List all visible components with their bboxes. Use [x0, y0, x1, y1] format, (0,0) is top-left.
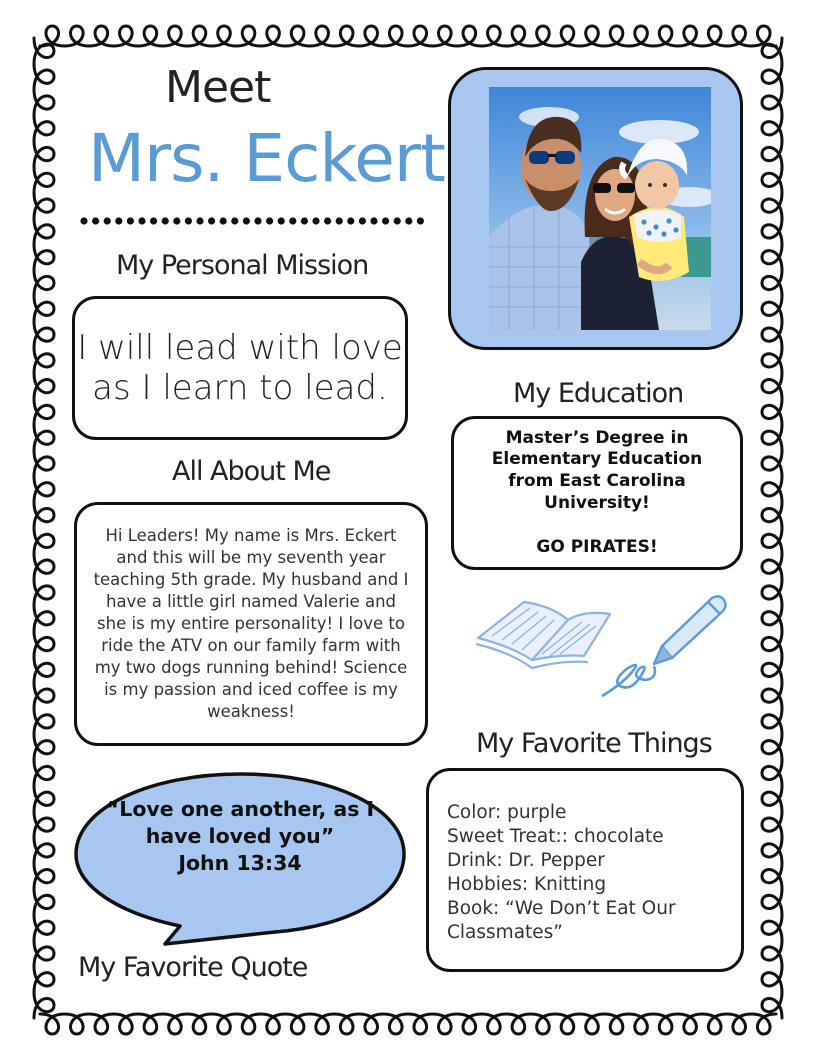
dotted-divider: [78, 208, 428, 234]
quote-box: [100, 796, 380, 877]
favorite-item: Drink: Dr. Pepper: [447, 850, 605, 871]
about-heading: All About Me: [172, 456, 331, 487]
quote-heading: My Favorite Quote: [78, 952, 308, 983]
open-book-icon: [476, 602, 610, 668]
family-photo: [489, 87, 711, 330]
book-pencil-doodle: [472, 588, 734, 708]
about-box: [74, 502, 428, 746]
favorite-item: Color: purple: [447, 802, 567, 823]
quote-text: “Love one another, as I have loved you”: [105, 797, 375, 848]
favorites-heading: My Favorite Things: [476, 728, 712, 759]
mission-text: I will lead with love as I learn to lead.: [77, 327, 403, 408]
mission-heading: My Personal Mission: [116, 250, 369, 281]
teacher-name: Mrs. Eckert: [88, 120, 445, 197]
quote-reference: John 13:34: [178, 851, 302, 875]
mission-box: [72, 296, 408, 440]
pencil-icon: [602, 596, 726, 696]
education-box: [451, 416, 743, 570]
about-text: Hi Leaders! My name is Mrs. Eckert and this will be my seventh year teaching 5th grade. My husband and I have a little girl named Valerie and she is my entire personality! I love to ride the ATV on our family farm with my two dogs running behind! Science is my passion and iced coffee is my weakness!: [93, 526, 409, 721]
education-heading: My Education: [513, 378, 684, 409]
education-degree: Master’s Degree in Elementary Education from East Carolina University!: [491, 427, 703, 513]
favorite-item: Hobbies: Knitting: [447, 874, 607, 895]
meet-label: Meet: [165, 62, 271, 113]
favorite-item: Sweet Treat:: chocolate: [447, 826, 664, 847]
favorites-box: [426, 768, 744, 972]
favorite-item: Book: “We Don’t Eat Our Classmates”: [447, 898, 676, 943]
photo-frame: [448, 67, 743, 350]
education-cheer: GO PIRATES!: [536, 536, 658, 557]
